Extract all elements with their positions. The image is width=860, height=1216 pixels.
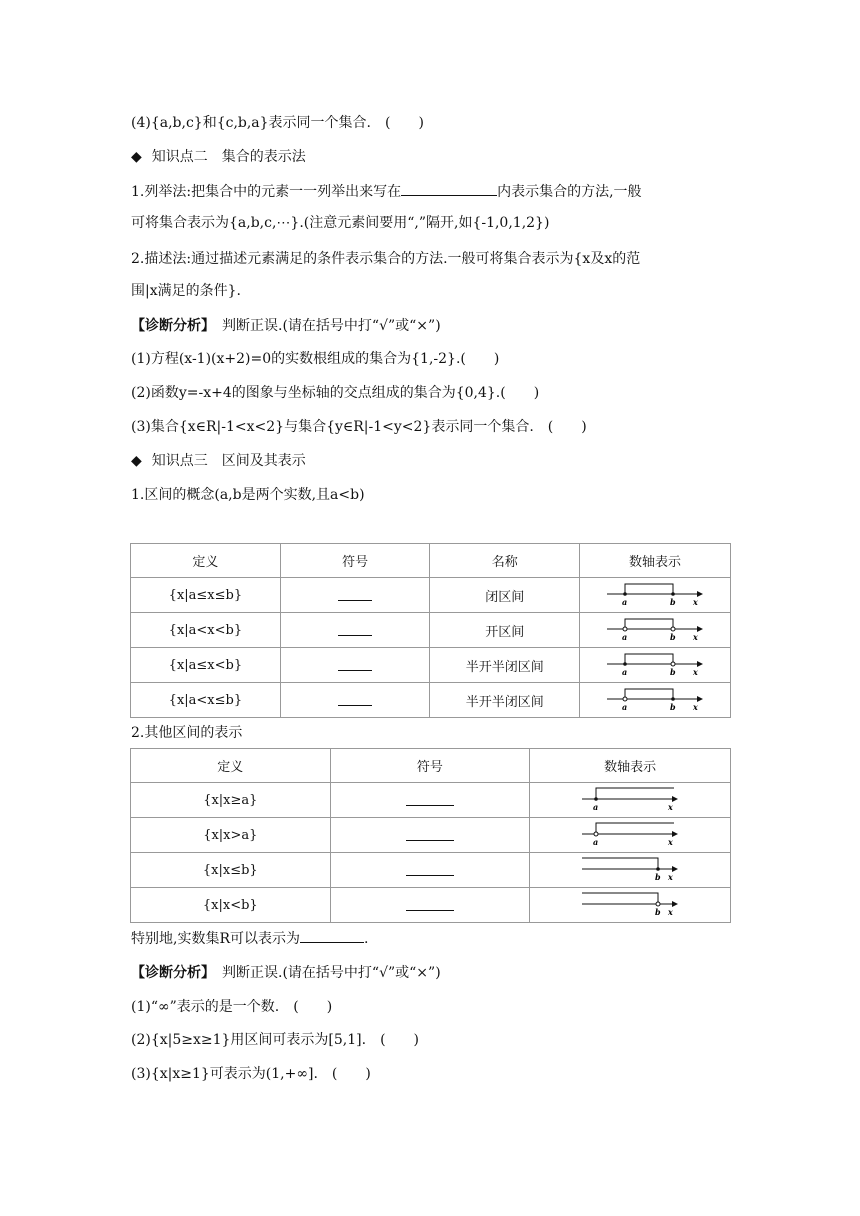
- number-line-open: [605, 613, 705, 643]
- judge-item-3: (3){x|x≥1}可表示为(1,+∞]. ( ): [131, 1066, 371, 1082]
- axis-cell: [530, 888, 731, 923]
- name-cell: 开区间: [430, 613, 580, 648]
- axis-cell: [580, 578, 731, 613]
- axis-label-x: x: [693, 597, 698, 607]
- fill-blank[interactable]: [406, 865, 454, 876]
- diamond-icon: ◆: [131, 453, 142, 469]
- number-line-gt-a: [580, 818, 680, 848]
- diagnosis-instruction: 判断正误.(请在括号中打“√”或“×”): [222, 318, 441, 334]
- col-header: 数轴表示: [580, 544, 731, 578]
- describe-method-line: 2.描述法:通过描述元素满足的条件表示集合的方法.一般可将集合表示为{x及x的范: [131, 251, 641, 267]
- describe-method-line-2: 围|x满足的条件}.: [131, 283, 241, 299]
- diagnosis-label: 【诊断分析】: [131, 965, 208, 981]
- symbol-cell[interactable]: [330, 783, 530, 818]
- interval-concept: 1.区间的概念(a,b是两个实数,且a<b): [131, 487, 365, 503]
- symbol-cell[interactable]: [330, 853, 530, 888]
- symbol-cell[interactable]: [280, 648, 430, 683]
- axis-label-x: x: [668, 837, 673, 847]
- col-header: 符号: [330, 749, 530, 783]
- judge-item-1: (1)方程(x-1)(x+2)=0的实数根组成的集合为{1,-2}.( ): [131, 351, 500, 367]
- fill-blank[interactable]: [300, 928, 364, 943]
- symbol-cell[interactable]: [280, 578, 430, 613]
- interval-table: [130, 543, 731, 718]
- symbol-cell[interactable]: [280, 613, 430, 648]
- number-line-half-open-left: [605, 683, 705, 713]
- col-header: 符号: [280, 544, 430, 578]
- axis-label-a: a: [622, 702, 628, 712]
- number-line-closed: [605, 578, 705, 608]
- axis-label-b: b: [670, 597, 676, 607]
- fill-blank[interactable]: [338, 695, 372, 706]
- def-cell: {x|a≤x≤b}: [131, 578, 281, 613]
- axis-label-x: x: [693, 632, 698, 642]
- axis-cell: [580, 683, 731, 718]
- def-cell: {x|x≥a}: [131, 783, 331, 818]
- period: .: [364, 931, 369, 947]
- table-row: [131, 613, 731, 648]
- table-row: [131, 683, 731, 718]
- axis-label-x: x: [693, 667, 698, 677]
- diagnosis-instruction: 判断正误.(请在括号中打“√”或“×”): [222, 965, 441, 981]
- diagnosis-heading-2: [131, 962, 441, 982]
- fill-blank[interactable]: [406, 795, 454, 806]
- judge-item-1: (1)“∞”表示的是一个数. ( ): [131, 999, 333, 1015]
- axis-label-b: b: [670, 632, 676, 642]
- def-cell: {x|x≤b}: [131, 853, 331, 888]
- axis-cell: [580, 613, 731, 648]
- symbol-cell[interactable]: [280, 683, 430, 718]
- diagnosis-label: 【诊断分析】: [131, 318, 208, 334]
- diamond-icon: ◆: [131, 149, 142, 165]
- table-row: [131, 578, 731, 613]
- axis-cell: [580, 648, 731, 683]
- text-b: 内表示集合的方法,一般: [497, 184, 642, 200]
- diagnosis-heading: [131, 315, 441, 335]
- list-method-line: [131, 181, 642, 201]
- axis-label-x: x: [693, 702, 698, 712]
- text-a: 1.列举法:把集合中的元素一一列举出来写在: [131, 184, 402, 200]
- col-header: 定义: [131, 749, 331, 783]
- axis-label-a: a: [622, 632, 628, 642]
- number-line-half-open-right: [605, 648, 705, 678]
- def-cell: {x|x<b}: [131, 888, 331, 923]
- fill-blank[interactable]: [338, 660, 372, 671]
- axis-label-b: b: [655, 872, 661, 882]
- axis-label-x: x: [668, 907, 673, 917]
- section-heading-2: [131, 146, 306, 166]
- axis-cell: [530, 818, 731, 853]
- other-interval-table: [130, 748, 731, 923]
- def-cell: {x|a≤x<b}: [131, 648, 281, 683]
- axis-label-b: b: [655, 907, 661, 917]
- judge-item-3: (3)集合{x∈R|-1<x<2}与集合{y∈R|-1<y<2}表示同一个集合. ( ): [131, 419, 587, 435]
- section-title: 知识点二 集合的表示法: [151, 149, 306, 165]
- table-row: [131, 783, 731, 818]
- axis-label-a: a: [593, 837, 599, 847]
- number-line-le-b: [580, 853, 680, 883]
- name-cell: 半开半闭区间: [430, 683, 580, 718]
- section-heading-3: [131, 450, 306, 470]
- table-row: [131, 853, 731, 888]
- axis-label-a: a: [622, 667, 628, 677]
- text-a: 特别地,实数集R可以表示为: [131, 931, 300, 947]
- axis-cell: [530, 783, 731, 818]
- item-4: (4){a,b,c}和{c,b,a}表示同一个集合. ( ): [131, 115, 424, 131]
- axis-label-x: x: [668, 802, 673, 812]
- col-header: 数轴表示: [530, 749, 731, 783]
- axis-label-x: x: [668, 872, 673, 882]
- number-line-lt-b: [580, 888, 680, 918]
- table-header-row: [131, 749, 731, 783]
- symbol-cell[interactable]: [330, 818, 530, 853]
- table-header-row: [131, 544, 731, 578]
- axis-label-b: b: [670, 667, 676, 677]
- axis-cell: [530, 853, 731, 888]
- list-method-line-2: 可将集合表示为{a,b,c,⋯}.(注意元素间要用“,”隔开,如{-1,0,1,2}): [131, 215, 550, 231]
- axis-label-b: b: [670, 702, 676, 712]
- section-title: 知识点三 区间及其表示: [151, 453, 306, 469]
- judge-item-2: (2){x|5≥x≥1}用区间可表示为[5,1]. ( ): [131, 1032, 419, 1048]
- fill-blank[interactable]: [338, 625, 372, 636]
- axis-label-a: a: [622, 597, 628, 607]
- fill-blank[interactable]: [406, 830, 454, 841]
- axis-label-a: a: [593, 802, 599, 812]
- fill-blank[interactable]: [406, 900, 454, 911]
- col-header: 名称: [430, 544, 580, 578]
- def-cell: {x|a<x<b}: [131, 613, 281, 648]
- symbol-cell[interactable]: [330, 888, 530, 923]
- col-header: 定义: [131, 544, 281, 578]
- name-cell: 闭区间: [430, 578, 580, 613]
- name-cell: 半开半闭区间: [430, 648, 580, 683]
- table-row: [131, 888, 731, 923]
- table-row: [131, 648, 731, 683]
- judge-item-2: (2)函数y=-x+4的图象与坐标轴的交点组成的集合为{0,4}.( ): [131, 385, 540, 401]
- table-row: [131, 818, 731, 853]
- real-set-line: [131, 928, 368, 948]
- number-line-ge-a: [580, 783, 680, 813]
- fill-blank[interactable]: [338, 590, 372, 601]
- fill-blank[interactable]: [401, 181, 497, 196]
- def-cell: {x|x>a}: [131, 818, 331, 853]
- def-cell: {x|a<x≤b}: [131, 683, 281, 718]
- other-intervals-title: 2.其他区间的表示: [131, 725, 243, 741]
